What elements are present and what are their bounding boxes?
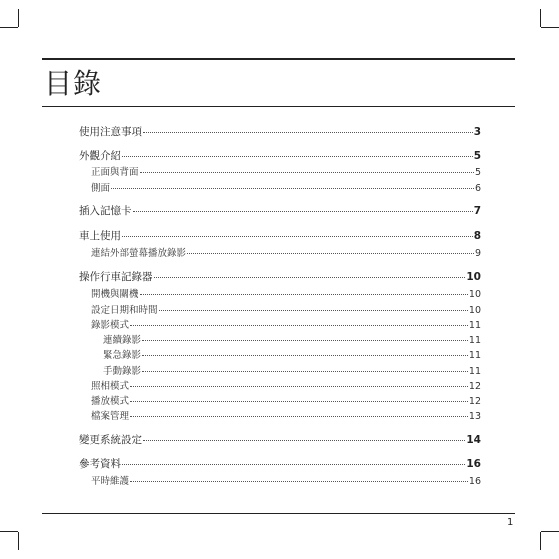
page-title: 目錄 (44, 67, 103, 100)
dot-leader (122, 236, 473, 237)
toc-entry-page: 11 (468, 320, 481, 331)
toc-entry-label: 插入記憶卡 (79, 205, 132, 217)
dot-leader (143, 440, 465, 441)
crop-mark (541, 27, 559, 28)
dot-leader (130, 481, 468, 482)
toc-entry-page: 12 (468, 396, 481, 407)
toc-subentry[interactable] (79, 380, 481, 393)
dot-leader (140, 294, 468, 295)
toc-entry-label: 連續錄影 (103, 335, 142, 346)
toc-entry-label: 外觀介紹 (79, 150, 121, 162)
toc-entry-label: 手動錄影 (103, 366, 142, 377)
toc-entry-page: 10 (466, 271, 481, 283)
dot-leader (142, 371, 468, 372)
toc-entry-page: 11 (468, 366, 481, 377)
dot-leader (142, 340, 468, 341)
toc-entry-page: 16 (466, 458, 481, 470)
toc-subentry[interactable] (79, 319, 481, 332)
toc-subentry[interactable] (79, 304, 481, 317)
dot-leader (130, 386, 468, 387)
toc-entry[interactable] (79, 149, 481, 163)
dot-leader (130, 416, 468, 417)
crop-mark (0, 531, 18, 532)
toc-entry-label: 播放模式 (91, 396, 130, 407)
toc-entry-label: 檔案管理 (91, 411, 130, 422)
toc-entry-page: 10 (468, 289, 481, 300)
dot-leader (122, 156, 473, 157)
toc-entry-label: 車上使用 (79, 230, 121, 242)
toc-entry-page: 14 (466, 434, 481, 446)
toc-subentry[interactable] (79, 410, 481, 423)
toc-entry-page: 9 (474, 248, 481, 259)
crop-mark (18, 532, 19, 550)
toc-subsubentry[interactable] (79, 334, 481, 347)
toc-entry[interactable] (79, 229, 481, 243)
toc-entry-label: 平時維護 (91, 476, 130, 487)
toc-entry[interactable] (79, 457, 481, 471)
toc-entry[interactable] (79, 125, 481, 139)
dot-leader (133, 211, 473, 212)
dot-leader (159, 310, 468, 311)
toc-entry[interactable] (79, 270, 481, 284)
toc-entry-page: 16 (468, 476, 481, 487)
toc-entry-page: 3 (473, 126, 481, 138)
dot-leader (187, 253, 474, 254)
toc-subentry[interactable] (79, 475, 481, 488)
toc-entry[interactable] (79, 204, 481, 218)
page-number: 1 (507, 517, 514, 528)
toc-entry-label: 操作行車記錄器 (79, 271, 153, 283)
toc-entry-label: 正面與背面 (91, 167, 139, 178)
dot-leader (130, 325, 468, 326)
toc-entry-page: 10 (468, 305, 481, 316)
toc-entry-label: 緊急錄影 (103, 350, 142, 361)
dot-leader (140, 172, 474, 173)
toc-entry-page: 5 (474, 167, 481, 178)
toc-subsubentry[interactable] (79, 349, 481, 362)
title-divider (42, 106, 515, 107)
toc-entry[interactable] (79, 433, 481, 447)
toc-entry-label: 開機與關機 (91, 289, 139, 300)
dot-leader (130, 401, 468, 402)
crop-mark (540, 9, 541, 27)
toc-entry-label: 設定日期和時間 (91, 305, 158, 316)
toc-subentry[interactable] (79, 288, 481, 301)
toc-subentry[interactable] (79, 395, 481, 408)
dot-leader (143, 132, 473, 133)
toc-entry-label: 使用注意事項 (79, 126, 142, 138)
toc-entry-page: 11 (468, 335, 481, 346)
toc-entry-page: 6 (474, 183, 481, 194)
dot-leader (111, 188, 474, 189)
crop-mark (0, 27, 18, 28)
toc-entry-page: 8 (473, 230, 481, 242)
toc-entry-page: 11 (468, 350, 481, 361)
toc-subentry[interactable] (79, 182, 481, 195)
toc-entry-label: 照相模式 (91, 381, 130, 392)
toc-entry-page: 12 (468, 381, 481, 392)
crop-mark (540, 532, 541, 550)
crop-mark (541, 531, 559, 532)
dot-leader (142, 355, 468, 356)
toc-entry-label: 變更系統設定 (79, 434, 142, 446)
toc-entry-label: 連結外部螢幕播放錄影 (91, 248, 187, 259)
dot-leader (122, 464, 465, 465)
toc-entry-label: 錄影模式 (91, 320, 130, 331)
toc-entry-page: 5 (473, 150, 481, 162)
crop-mark (18, 9, 19, 27)
toc-subsubentry[interactable] (79, 365, 481, 378)
footer-rule (42, 513, 515, 514)
toc-entry-label: 側面 (91, 183, 111, 194)
toc-subentry[interactable] (79, 247, 481, 260)
toc-subentry[interactable] (79, 166, 481, 179)
toc-entry-page: 7 (473, 205, 481, 217)
toc-entry-page: 13 (468, 411, 481, 422)
toc-entry-label: 參考資料 (79, 458, 121, 470)
dot-leader (154, 277, 466, 278)
header-rule (42, 58, 515, 60)
